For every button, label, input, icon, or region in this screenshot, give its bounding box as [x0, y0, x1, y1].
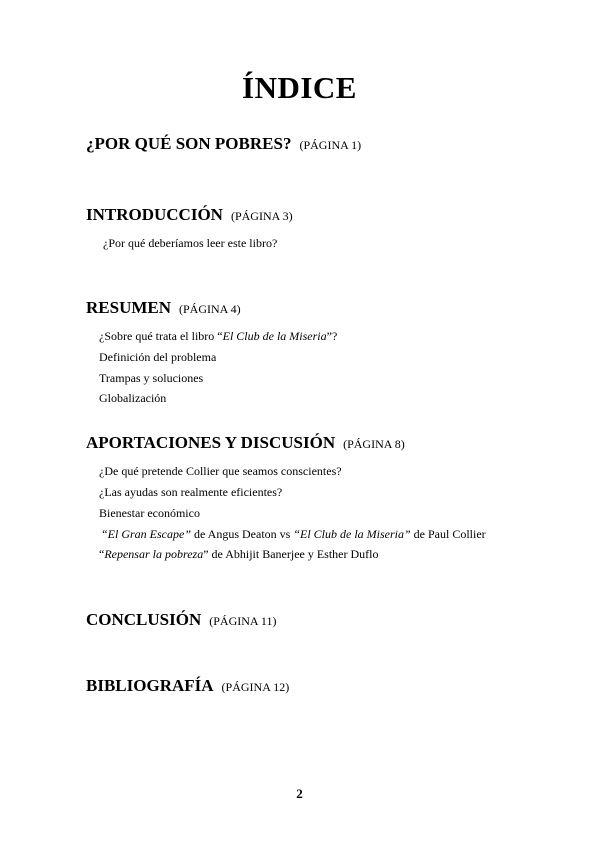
toc-item-text: “ [99, 547, 105, 561]
toc-item-text: ¿Sobre qué trata el libro “ [99, 329, 223, 343]
toc-item [99, 485, 282, 500]
toc-item-text: ¿Las ayudas son realmente eficientes? [99, 485, 283, 499]
toc-section-resumen [86, 298, 241, 318]
toc-item [99, 350, 216, 365]
section-page-ref: (PÁGINA 12) [221, 680, 290, 694]
toc-item [103, 236, 277, 251]
toc-section-por-que-son-pobres [86, 134, 361, 154]
page-title: ÍNDICE [242, 70, 357, 105]
section-page-ref: (PÁGINA 8) [343, 437, 405, 451]
toc-item-text: Globalización [99, 391, 167, 405]
section-heading: RESUMEN [86, 298, 172, 317]
toc-item-book-title: “El Gran Escape” [101, 527, 191, 541]
toc-item-text: Trampas y soluciones [99, 371, 204, 385]
toc-item-text: Definición del problema [99, 350, 217, 364]
toc-section-conclusion [86, 610, 276, 630]
toc-item-text: ”? [326, 329, 338, 343]
toc-section-aportaciones [86, 433, 405, 453]
toc-item [99, 391, 166, 406]
page-number: 2 [296, 786, 303, 801]
section-heading: BIBLIOGRAFÍA [86, 676, 214, 695]
toc-section-bibliografia [86, 676, 289, 696]
section-heading: APORTACIONES Y DISCUSIÓN [86, 433, 336, 452]
section-heading: ¿POR QUÉ SON POBRES? [86, 134, 292, 153]
toc-item-text: de Angus Deaton vs [191, 527, 294, 541]
section-heading: INTRODUCCIÓN [86, 205, 223, 224]
toc-item [99, 506, 200, 521]
toc-item-book-title: El Club de la Miseria [222, 329, 327, 343]
toc-item-book-title: Repensar la pobreza [104, 547, 204, 561]
toc-item-text: ” de Abhijit Banerjee y Esther Duflo [203, 547, 379, 561]
toc-item-book-title: “El Club de la Miseria” [293, 527, 411, 541]
toc-item [99, 371, 203, 386]
section-page-ref: (PÁGINA 3) [230, 209, 293, 223]
section-page-ref: (PÁGINA 4) [179, 302, 241, 316]
toc-item-text: de Paul Collier [410, 527, 486, 541]
toc-item [99, 547, 379, 562]
toc-section-introduccion [86, 205, 293, 225]
section-page-ref: (PÁGINA 11) [209, 614, 277, 628]
toc-item [99, 464, 342, 479]
toc-item-text: Bienestar económico [99, 506, 200, 520]
toc-item [101, 527, 486, 542]
toc-item [99, 329, 337, 344]
section-heading: CONCLUSIÓN [86, 610, 202, 629]
section-page-ref: (PÁGINA 1) [299, 138, 362, 152]
toc-item-text: ¿Por qué deberíamos leer este libro? [103, 236, 278, 250]
toc-item-text: ¿De qué pretende Collier que seamos conscientes? [99, 464, 342, 478]
